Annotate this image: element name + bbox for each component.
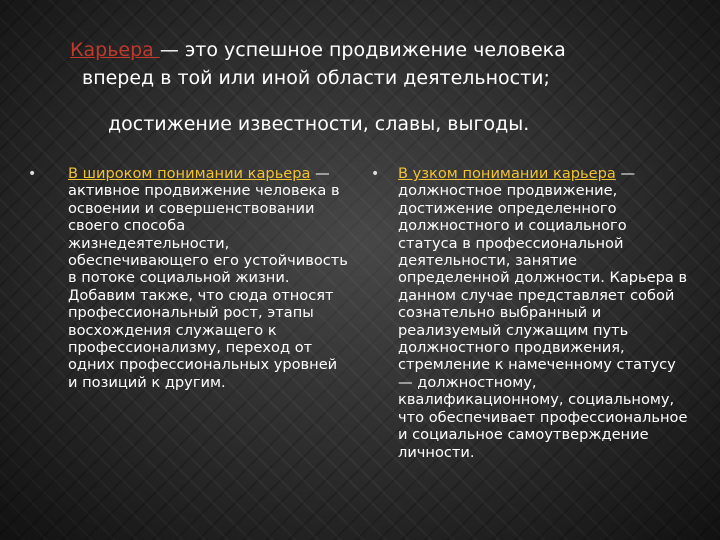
title-term: Карьера <box>70 39 160 61</box>
title-line-3: достижение известности, славы, выгоды. <box>108 113 530 135</box>
left-column-text <box>68 165 350 391</box>
right-column-body: — должностное продвижение, достижение определенного должностного и социального статуса в профессиональной деятельности, занятие определенной должности. Карьера в данном случае представляет собой сознательно выбранный и реализуемый служащим путь должностного продвижения, стремление к намеченному статусу — должностному, квалификационному, социальному, что обеспечивает профессиональное и социальное самоутверждение личности. <box>398 165 688 461</box>
left-bullet: • <box>28 166 37 182</box>
right-column-lead: В узком понимании карьера <box>398 165 616 182</box>
right-bullet: • <box>371 166 380 182</box>
title-line-1 <box>48 36 688 64</box>
left-column-body: — активное продвижение человека в освоении и совершенствовании своего способа жизнедеятельности, обеспечивающего его устойчивость в потоке социальной жизни. Добавим также, что сюда относят профессиональный рост, этапы восхождения служащего к профессионализму, переход от одних профессиональных уровней и позиций к другим. <box>68 165 348 391</box>
title-line-2: вперед в той или иной области деятельности; <box>82 67 550 89</box>
left-column-lead: В широком понимании карьера <box>68 165 311 182</box>
title-line-1-text: — это успешное продвижение человека <box>159 39 566 61</box>
slide-title <box>48 36 688 138</box>
right-column-text <box>398 165 688 461</box>
